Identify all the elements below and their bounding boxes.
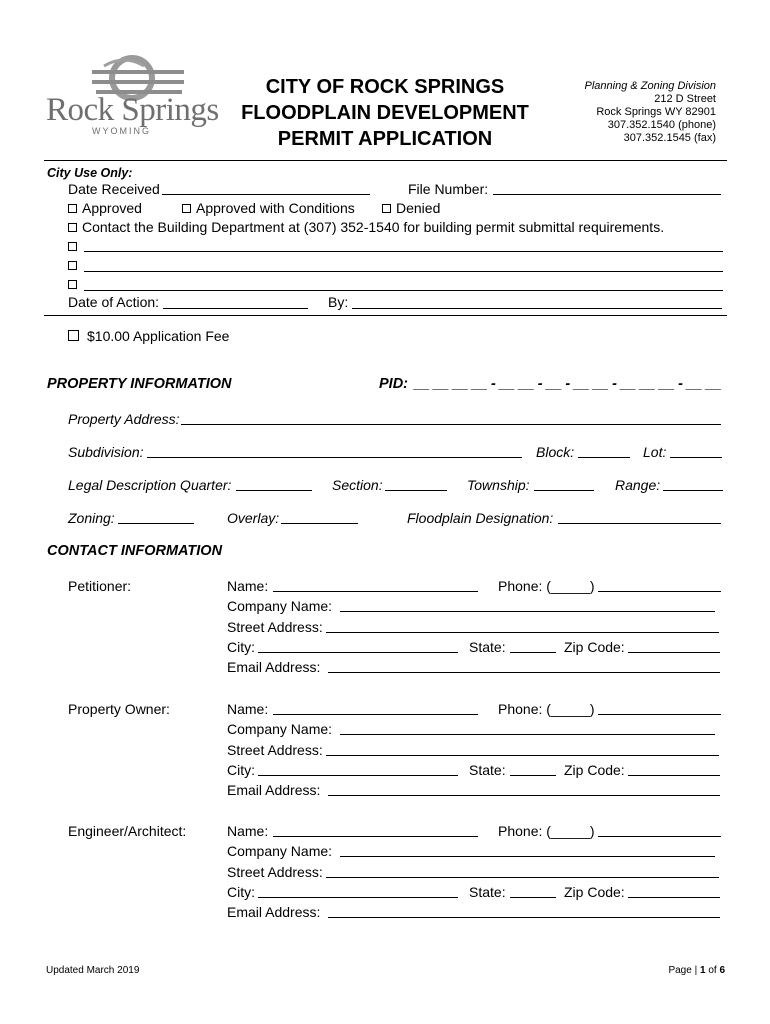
denied-label: Denied	[396, 200, 441, 216]
engineer-architect-phone-field[interactable]	[598, 836, 721, 837]
property-address-field[interactable]	[181, 424, 721, 425]
range-label: Range:	[615, 477, 661, 493]
property-owner-city-field[interactable]	[258, 775, 458, 776]
checkbox-icon[interactable]	[68, 223, 77, 232]
division-city: Rock Springs WY 82901	[596, 106, 716, 118]
engineer-architect-company-field[interactable]	[340, 856, 715, 857]
division-address	[585, 80, 716, 145]
contact-heading: CONTACT INFORMATION	[47, 543, 223, 559]
engineer-architect-city-label: City:	[227, 884, 255, 900]
logo-name: Rock Springs	[46, 92, 219, 128]
title-line-2: FLOODPLAIN DEVELOPMENT	[241, 102, 529, 124]
contact-building-note: Contact the Building Department at (307) 352-1540 for building permit submittal requirements.	[82, 219, 665, 235]
subdivision-field[interactable]	[147, 457, 522, 458]
engineer-architect-name-label: Name:	[227, 823, 269, 839]
division-fax: 307.352.1545 (fax)	[623, 132, 716, 144]
file-number-field[interactable]	[493, 194, 721, 195]
range-field[interactable]	[663, 490, 723, 491]
application-fee-label: $10.00 Application Fee	[87, 328, 230, 344]
engineer-architect-zip-label: Zip Code:	[564, 884, 625, 900]
property-owner-email-label: Email Address:	[227, 782, 321, 798]
zoning-label: Zoning:	[68, 510, 115, 526]
division-street: 212 D Street	[654, 93, 716, 105]
checkbox-icon[interactable]	[68, 261, 77, 270]
petitioner-email-field[interactable]	[328, 672, 720, 673]
by-field[interactable]	[352, 308, 722, 309]
block-label: Block:	[536, 444, 575, 460]
date-received-label: Date Received	[68, 181, 160, 197]
lot-label: Lot:	[643, 444, 667, 460]
engineer-architect-city-field[interactable]	[258, 897, 458, 898]
city-use-divider	[44, 315, 727, 316]
lot-field[interactable]	[670, 457, 722, 458]
petitioner-company-label: Company Name:	[227, 598, 333, 614]
legal-quarter-label: Legal Description Quarter:	[68, 477, 232, 493]
overlay-field[interactable]	[281, 523, 358, 524]
property-owner-street-label: Street Address:	[227, 742, 323, 758]
title-line-1: CITY OF ROCK SPRINGS	[265, 76, 505, 98]
block-field[interactable]	[578, 457, 630, 458]
approved-label: Approved	[82, 200, 142, 216]
engineer-architect-street-label: Street Address:	[227, 864, 323, 880]
engineer-architect-state-label: State:	[469, 884, 506, 900]
property-heading: PROPERTY INFORMATION	[47, 376, 232, 392]
by-label: By:	[328, 294, 349, 310]
logo-state: WYOMING	[92, 126, 151, 136]
floodplain-label: Floodplain Designation:	[407, 510, 554, 526]
township-label: Township:	[467, 477, 530, 493]
property-owner-company-field[interactable]	[340, 734, 715, 735]
contact-building-option[interactable]	[68, 219, 664, 235]
page-current: 1	[699, 965, 706, 976]
city-use-heading: City Use Only:	[47, 166, 133, 180]
property-owner-phone-field[interactable]	[598, 714, 721, 715]
petitioner-name-field[interactable]	[273, 591, 478, 592]
petitioner-role-label: Petitioner:	[68, 578, 132, 594]
property-owner-state-field[interactable]	[510, 775, 556, 776]
engineer-architect-role-label: Engineer/Architect:	[68, 823, 187, 839]
property-owner-zip-field[interactable]	[628, 775, 720, 776]
checkbox-icon[interactable]	[68, 330, 79, 341]
property-owner-company-label: Company Name:	[227, 721, 333, 737]
petitioner-city-label: City:	[227, 639, 255, 655]
petitioner-zip-label: Zip Code:	[564, 639, 625, 655]
petitioner-city-field[interactable]	[258, 652, 458, 653]
division-name: Planning & Zoning Division	[584, 80, 716, 92]
pid-label: PID:	[379, 376, 408, 392]
property-owner-phone-label: Phone: (_____)	[498, 701, 595, 717]
legal-quarter-field[interactable]	[236, 490, 312, 491]
file-number-label: File Number:	[408, 181, 489, 197]
page-of: of	[708, 965, 717, 976]
page-number	[668, 965, 725, 976]
property-owner-name-field[interactable]	[273, 714, 478, 715]
approved-conditions-label: Approved with Conditions	[196, 200, 355, 216]
subdivision-label: Subdivision:	[68, 444, 144, 460]
engineer-architect-email-field[interactable]	[328, 917, 720, 918]
property-owner-city-label: City:	[227, 762, 255, 778]
petitioner-name-label: Name:	[227, 578, 269, 594]
engineer-architect-street-field[interactable]	[326, 877, 719, 878]
engineer-architect-company-label: Company Name:	[227, 843, 333, 859]
checkbox-icon[interactable]	[68, 242, 77, 251]
page-title	[230, 74, 540, 152]
engineer-architect-name-field[interactable]	[273, 836, 478, 837]
property-owner-street-field[interactable]	[326, 755, 719, 756]
blank-condition-3[interactable]	[68, 276, 82, 292]
page-total: 6	[719, 965, 725, 976]
blank-condition-3-field[interactable]	[84, 290, 723, 291]
page-prefix: Page |	[668, 965, 698, 976]
pid-field[interactable]: __ __ __ __ - __ __ - __ - __ __ - __ __ __ - __ __	[414, 376, 722, 392]
section-field[interactable]	[385, 490, 447, 491]
date-of-action-label: Date of Action:	[68, 294, 160, 310]
checkbox-icon[interactable]	[382, 204, 391, 213]
petitioner-street-label: Street Address:	[227, 619, 323, 635]
property-owner-zip-label: Zip Code:	[564, 762, 625, 778]
date-of-action-field[interactable]	[163, 308, 308, 309]
petitioner-phone-field[interactable]	[598, 591, 721, 592]
blank-condition-1-field[interactable]	[84, 251, 723, 252]
petitioner-email-label: Email Address:	[227, 659, 321, 675]
township-field[interactable]	[534, 490, 594, 491]
property-owner-state-label: State:	[469, 762, 506, 778]
application-fee-option[interactable]	[68, 328, 229, 344]
blank-condition-2-field[interactable]	[84, 271, 723, 272]
division-phone: 307.352.1540 (phone)	[607, 119, 716, 131]
engineer-architect-zip-field[interactable]	[628, 897, 720, 898]
section-label: Section:	[332, 477, 383, 493]
denied-option[interactable]	[382, 200, 440, 216]
property-owner-role-label: Property Owner:	[68, 701, 170, 717]
blank-condition-1[interactable]	[68, 238, 82, 254]
date-received-field[interactable]	[162, 194, 370, 195]
title-line-3: PERMIT APPLICATION	[277, 128, 493, 150]
zoning-field[interactable]	[118, 523, 194, 524]
approved-conditions-option[interactable]	[182, 200, 355, 216]
overlay-label: Overlay:	[227, 510, 280, 526]
property-address-label: Property Address:	[68, 411, 180, 427]
petitioner-zip-field[interactable]	[628, 652, 720, 653]
blank-condition-2[interactable]	[68, 257, 82, 273]
checkbox-icon[interactable]	[68, 280, 77, 289]
header-divider	[44, 160, 727, 161]
petitioner-state-field[interactable]	[510, 652, 556, 653]
approved-option[interactable]	[68, 200, 142, 216]
petitioner-company-field[interactable]	[340, 611, 715, 612]
engineer-architect-state-field[interactable]	[510, 897, 556, 898]
engineer-architect-email-label: Email Address:	[227, 904, 321, 920]
property-owner-email-field[interactable]	[328, 795, 720, 796]
updated-date: Updated March 2019	[46, 965, 140, 976]
petitioner-street-field[interactable]	[326, 632, 719, 633]
petitioner-state-label: State:	[469, 639, 506, 655]
property-owner-name-label: Name:	[227, 701, 269, 717]
petitioner-phone-label: Phone: (_____)	[498, 578, 595, 594]
floodplain-field[interactable]	[558, 523, 721, 524]
checkbox-icon[interactable]	[68, 204, 77, 213]
checkbox-icon[interactable]	[182, 204, 191, 213]
engineer-architect-phone-label: Phone: (_____)	[498, 823, 595, 839]
